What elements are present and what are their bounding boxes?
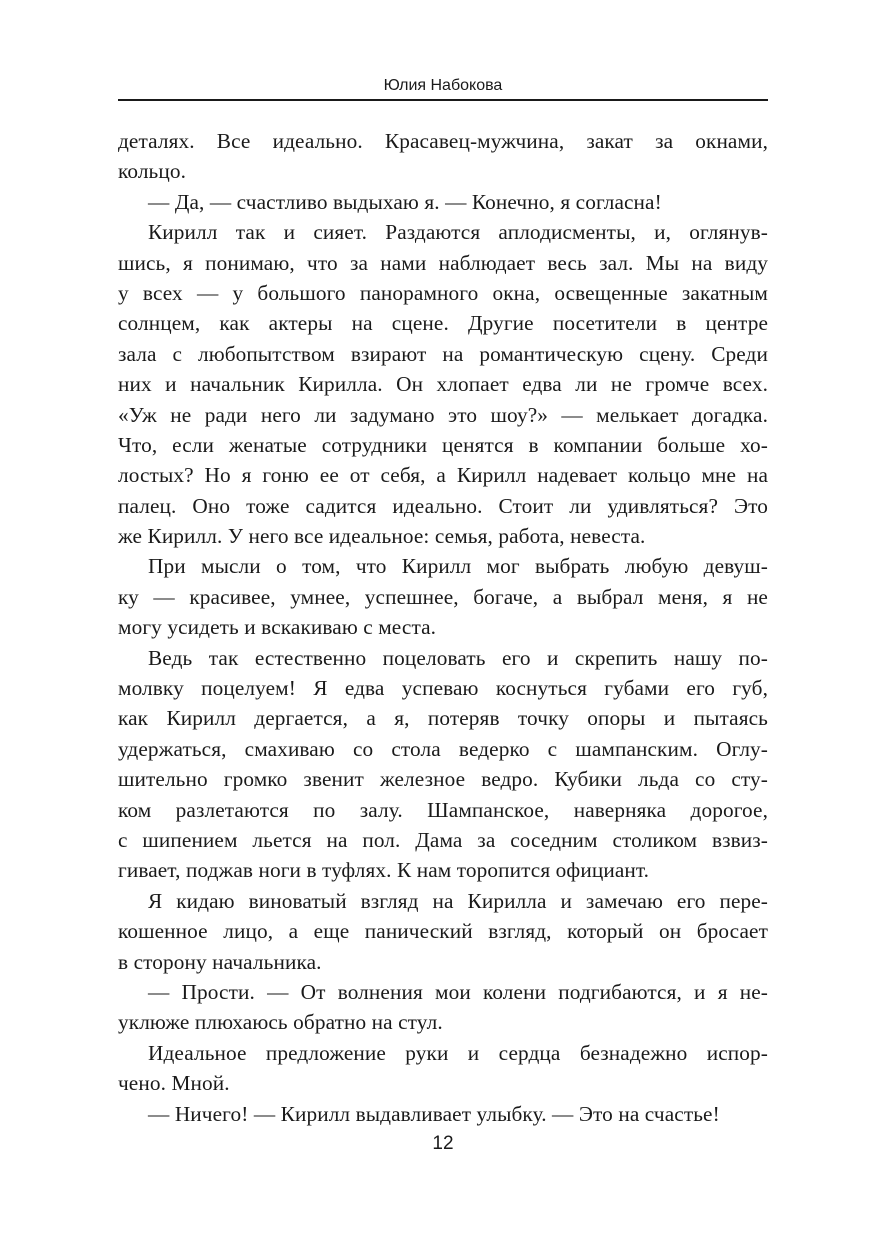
text-line: молвку поцелуем! Я едва успеваю коснуться губами его губ, (118, 676, 768, 701)
text-line: у всех — у большого панорамного окна, освещенные закатным (118, 280, 768, 305)
text-line: Идеальное предложение руки и сердца безнадежно испор- (148, 1040, 768, 1065)
text-line: них и начальник Кирилла. Он хлопает едва ли не громче всех. (118, 372, 768, 397)
header-rule (118, 99, 768, 101)
text-line: кошенное лицо, а еще панический взгляд, который он бросает (118, 919, 768, 944)
text-line: шись, я понимаю, что за нами наблюдает весь зал. Мы на виду (118, 250, 768, 275)
text-line: Я кидаю виноватый взгляд на Кирилла и замечаю его пере- (148, 888, 768, 913)
body-text (118, 126, 768, 1129)
text-line: ку — красивее, умнее, успешнее, богаче, а выбрал меня, я не (118, 584, 768, 609)
text-line: солнцем, как актеры на сцене. Другие посетители в центре (118, 311, 768, 336)
text-line: как Кирилл дергается, а я, потеряв точку опоры и пытаясь (118, 706, 768, 731)
text-line: ком разлетаются по залу. Шампанское, наверняка дорогое, (118, 797, 768, 822)
text-line: гивает, поджав ноги в туфлях. К нам торопится официант. (118, 858, 650, 883)
text-line: зала с любопытством взирают на романтическую сцену. Среди (118, 341, 768, 366)
text-line: Кирилл так и сияет. Раздаются аплодисменты, и, оглянув- (148, 220, 768, 245)
text-line: кольцо. (118, 159, 187, 184)
page-number: 12 (432, 1133, 454, 1154)
text-line: могу усидеть и вскакиваю с места. (118, 615, 437, 640)
text-line: удержаться, смахиваю со стола ведерко с шампанским. Оглу- (118, 736, 768, 761)
text-line: чено. Мной. (118, 1071, 230, 1096)
text-line: лостых? Но я гоню ее от себя, а Кирилл надевает кольцо мне на (118, 463, 768, 488)
text-line: шительно громко звенит железное ведро. Кубики льда со сту- (118, 767, 768, 792)
text-line: Ведь так естественно поцеловать его и скрепить нашу по- (148, 645, 768, 670)
text-line: в сторону начальника. (118, 949, 322, 974)
running-head-author: Юлия Набокова (383, 77, 503, 94)
text-line: Что, если женатые сотрудники ценятся в компании больше хо- (118, 432, 768, 457)
text-line: — Прости. — От волнения мои колени подгибаются, и я не- (148, 979, 768, 1004)
text-line: же Кирилл. У него все идеальное: семья, работа, невеста. (118, 524, 646, 549)
text-line: — Ничего! — Кирилл выдавливает улыбку. — Это на счастье! (148, 1101, 720, 1126)
text-line: уклюже плюхаюсь обратно на стул. (118, 1010, 443, 1035)
text-line: — Да, — счастливо выдыхаю я. — Конечно, я согласна! (148, 189, 662, 214)
text-line: При мысли о том, что Кирилл мог выбрать любую девуш- (148, 554, 768, 579)
text-line: с шипением льется на пол. Дама за соседним столиком взвиз- (118, 827, 768, 852)
text-line: «Уж не ради него ли задумано это шоу?» — мелькает догадка. (118, 402, 768, 427)
text-line: палец. Оно тоже садится идеально. Стоит ли удивляться? Это (118, 493, 768, 518)
text-line: деталях. Все идеально. Красавец-мужчина, закат за окнами, (118, 129, 768, 153)
